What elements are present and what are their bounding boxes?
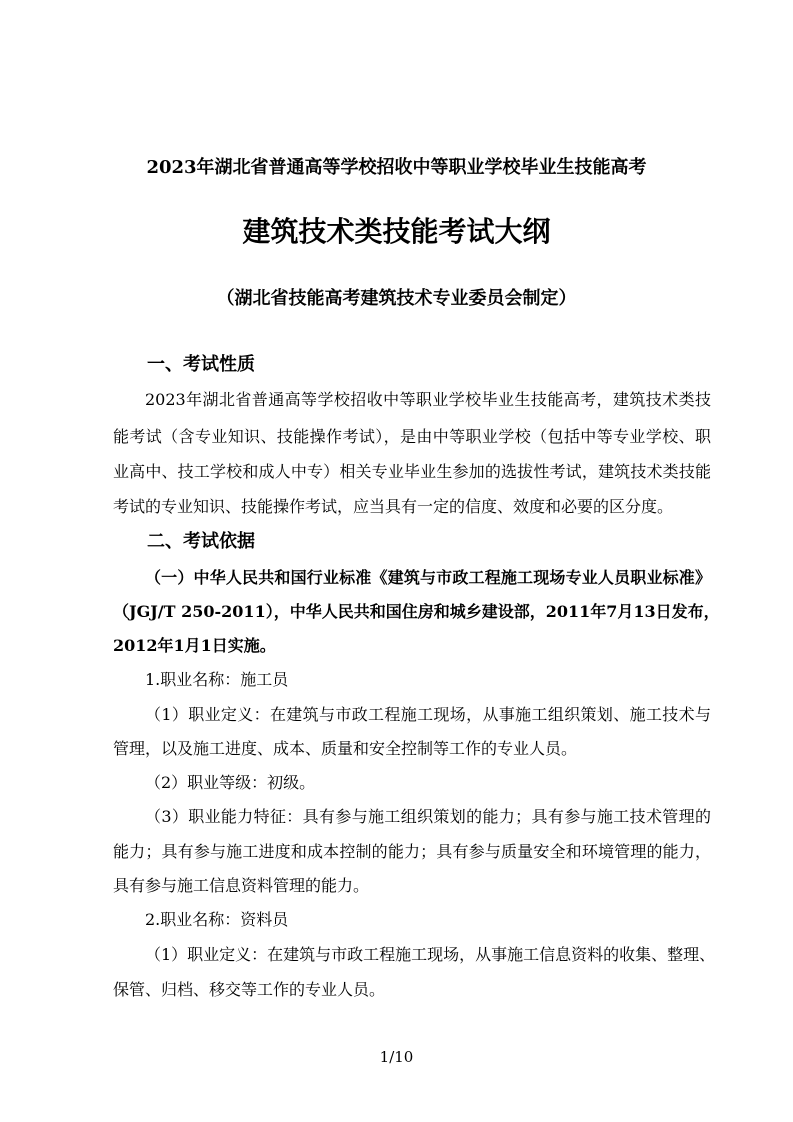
job-1-ability-line: （3）职业能力特征：具有参与施工组织策划的能力；具有参与施工技术管理的 xyxy=(145,807,711,826)
job-1-definition-line: （1）职业定义：在建筑与市政工程施工现场，从事施工组织策划、施工技术与 xyxy=(145,705,711,724)
standard-line: （一）中华人民共和国行业标准《建筑与市政工程施工现场专业人员职业标准》 xyxy=(145,568,711,587)
title-line-1: 2023年湖北省普通高等学校招收中等职业学校毕业生技能高考 xyxy=(146,157,647,178)
job-1-level: （2）职业等级：初级。 xyxy=(145,773,316,792)
job-2-definition-line: （1）职业定义：在建筑与市政工程施工现场，从事施工信息资料的收集、整理、 xyxy=(145,945,716,964)
job-1-definition-line: 管理，以及施工进度、成本、质量和安全控制等工作的专业人员。 xyxy=(113,739,578,758)
subtitle: （湖北省技能高考建筑技术专业委员会制定） xyxy=(216,288,577,309)
section-1-para-line: 业高中、技工学校和成人中专）相关专业毕业生参加的选拔性考试，建筑技术类技能 xyxy=(113,462,711,481)
job-2-definition-line: 保管、归档、移交等工作的专业人员。 xyxy=(113,980,386,999)
page-title: 建筑技术类技能考试大纲 xyxy=(242,215,551,248)
section-1-para-line: 能考试（含专业知识、技能操作考试），是由中等职业学校（包括中等专业学校、职 xyxy=(113,427,711,446)
job-1-name: 1.职业名称：施工员 xyxy=(145,670,289,689)
page-number: 1/10 xyxy=(379,1048,414,1066)
job-1-ability-line: 能力；具有参与施工进度和成本控制的能力；具有参与质量安全和环境管理的能力， xyxy=(113,842,711,861)
standard-line: （JGJ/T 250-2011），中华人民共和国住房和城乡建设部，2011年7月13日发布， xyxy=(113,602,720,621)
job-2-name: 2.职业名称：资料员 xyxy=(145,910,289,929)
standard-line: 2012年1月1日实施。 xyxy=(113,636,276,655)
section-2-heading: 二、考试依据 xyxy=(147,531,255,552)
section-1-para-line: 2023年湖北省普通高等学校招收中等职业学校毕业生技能高考，建筑技术类技 xyxy=(145,390,711,409)
job-1-ability-line: 具有参与施工信息资料管理的能力。 xyxy=(113,876,370,895)
section-1-heading: 一、考试性质 xyxy=(147,354,255,375)
section-1-para-line: 考试的专业知识、技能操作考试，应当具有一定的信度、效度和必要的区分度。 xyxy=(113,497,674,516)
